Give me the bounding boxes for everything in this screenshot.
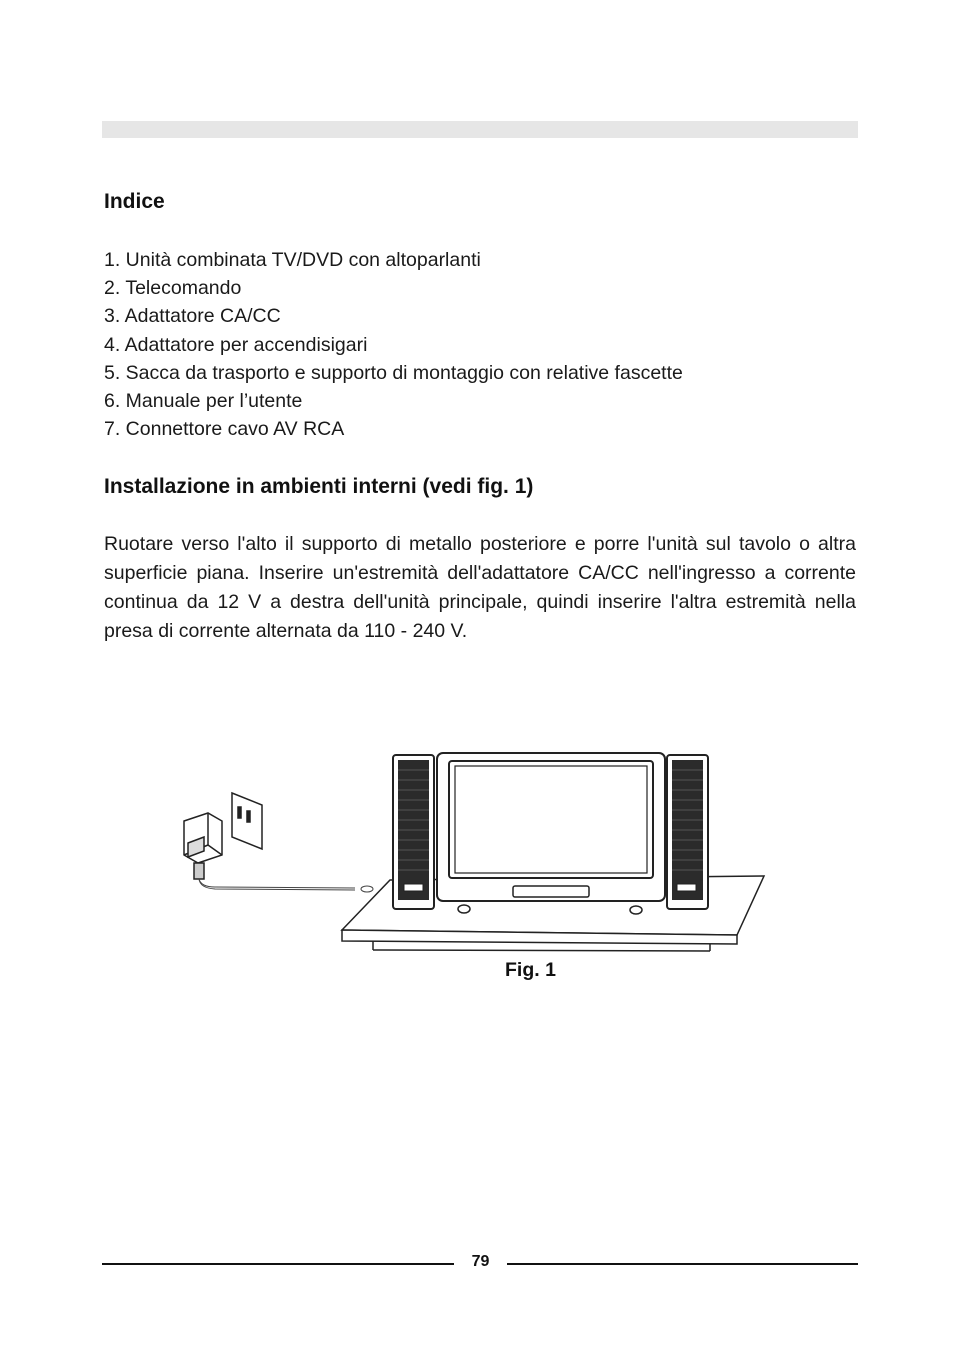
list-item: 5. Sacca da trasporto e supporto di montaggio con relative fascette — [104, 361, 683, 384]
header-bar — [102, 121, 858, 138]
install-paragraph: Ruotare verso l'alto il supporto di metallo posteriore e porre l'unità sul tavolo o altra superficie piana. Inserire un'estremità dell'adattatore CA/CC nell'ingresso a corrente continua da 12 V a destra dell'unità principale, quindi inserire l'altra estremità nella presa di corrente alternata da 110 - 240 V. — [104, 533, 856, 642]
index-list — [104, 246, 683, 443]
list-item: 2. Telecomando — [104, 277, 242, 300]
cable-icon — [199, 879, 373, 892]
list-item: 3. Adattatore CA/CC — [104, 305, 281, 328]
list-item: 4. Adattatore per accendisigari — [104, 333, 368, 356]
page-number: 79 — [471, 1253, 490, 1270]
speaker-icon — [667, 755, 708, 909]
speaker-icon — [393, 755, 434, 909]
wall-outlet-icon — [232, 793, 262, 849]
footer-divider-left — [102, 1263, 454, 1265]
footer-divider-right — [507, 1263, 858, 1265]
figure-caption: Fig. 1 — [505, 959, 556, 981]
index-heading: Indice — [104, 190, 165, 213]
figure-illustration — [170, 745, 770, 960]
power-adapter-icon — [184, 813, 222, 879]
list-item: 1. Unità combinata TV/DVD con altoparlanti — [104, 249, 481, 271]
install-heading: Installazione in ambienti interni (vedi fig. 1) — [104, 475, 534, 498]
list-item: 6. Manuale per l’utente — [104, 389, 303, 412]
list-item: 7. Connettore cavo AV RCA — [104, 418, 345, 441]
tv-dvd-unit-icon — [437, 753, 665, 914]
